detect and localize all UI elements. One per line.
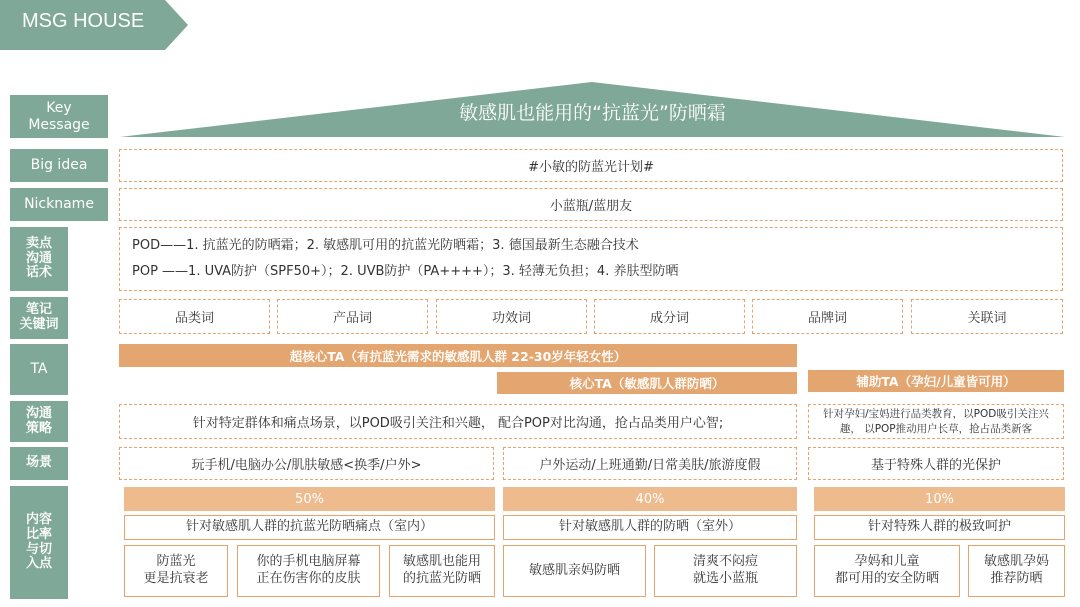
label-big-idea: Big idea xyxy=(10,149,108,182)
entry-point-outdoor: 针对敏感肌人群的防晒（室外） xyxy=(503,515,797,540)
keyword-box-related: 关联词 xyxy=(911,299,1063,334)
roof-text: 敏感肌也能用的“抗蓝光”防晒霜 xyxy=(459,102,726,124)
keyword-box-brand: 品牌词 xyxy=(752,299,903,334)
roof xyxy=(120,82,1065,137)
big-idea-box: #小敏的防蓝光计划# xyxy=(119,149,1063,182)
nickname-box: 小蓝瓶/蓝朋友 xyxy=(119,188,1063,221)
header-banner xyxy=(0,0,190,50)
strategy-aux-box: 针对孕妇/宝妈进行品类教育，以POD吸引关注兴趣， 以POP推动用户长草，抢占品类新客 xyxy=(808,404,1064,439)
selling-pop-line: POP ——1. UVA防护（SPF50+）；2. UVB防护（PA++++）；3. 轻薄无负担；4. 养肤型防晒 xyxy=(132,264,679,279)
entry-point-indoor: 针对敏感肌人群的抗蓝光防晒痛点（室内） xyxy=(124,515,495,540)
entry-point-special: 针对特殊人群的极致呵护 xyxy=(814,515,1065,540)
selling-points-box xyxy=(119,227,1063,291)
keyword-box-category: 品类词 xyxy=(119,299,270,334)
content-card: 清爽不闷痘 就选小蓝瓶 xyxy=(654,545,797,597)
keyword-box-ingredient: 成分词 xyxy=(594,299,745,334)
scene-special-box: 基于特殊人群的光保护 xyxy=(808,447,1064,480)
scene-indoor-box: 玩手机/电脑办公/肌肤敏感<换季/户外> xyxy=(119,447,494,480)
header-title: MSG HOUSE xyxy=(22,10,145,32)
label-selling-points: 卖点 沟通 话术 xyxy=(10,227,68,291)
ratio-bar-indoor: 50% xyxy=(124,487,495,511)
label-note-keywords: 笔记 关键词 xyxy=(10,297,68,339)
strategy-main-box: 针对特定群体和痛点场景，以POD吸引关注和兴趣， 配合POP对比沟通，抢占品类用户心智; xyxy=(119,404,797,439)
content-card: 敏感肌孕妈 推荐防晒 xyxy=(968,545,1065,597)
content-card: 你的手机电脑屏幕 正在伤害你的皮肤 xyxy=(237,545,380,597)
label-strategy: 沟通 策略 xyxy=(10,401,68,442)
content-card: 敏感肌也能用 的抗蓝光防晒 xyxy=(389,545,495,597)
label-content: 内容 比率 与切 入点 xyxy=(10,486,68,599)
label-ta: TA xyxy=(10,344,68,395)
selling-pod-line: POD——1. 抗蓝光的防晒霜；2. 敏感肌可用的抗蓝光防晒霜；3. 德国最新生态融合技术 xyxy=(132,238,639,253)
label-key-message: Key Message xyxy=(10,95,108,138)
label-scene: 场景 xyxy=(10,447,68,480)
scene-outdoor-box: 户外运动/上班通勤/日常美肤/旅游度假 xyxy=(503,447,797,480)
keyword-box-effect: 功效词 xyxy=(436,299,587,334)
ratio-bar-outdoor: 40% xyxy=(503,487,797,511)
ta-aux-bar: 辅助TA（孕妇/儿童皆可用） xyxy=(808,370,1064,392)
label-nickname: Nickname xyxy=(10,188,108,221)
ta-super-core-bar: 超核心TA（有抗蓝光需求的敏感肌人群 22-30岁年轻女性） xyxy=(119,344,797,367)
keyword-box-product: 产品词 xyxy=(277,299,428,334)
ta-core-bar: 核心TA（敏感肌人群防晒） xyxy=(497,372,797,394)
content-card: 敏感肌亲妈防晒 xyxy=(503,545,646,597)
content-card: 孕妈和儿童 都可用的安全防晒 xyxy=(814,545,960,597)
content-card: 防蓝光 更是抗衰老 xyxy=(124,545,228,597)
ratio-bar-special: 10% xyxy=(814,487,1065,511)
